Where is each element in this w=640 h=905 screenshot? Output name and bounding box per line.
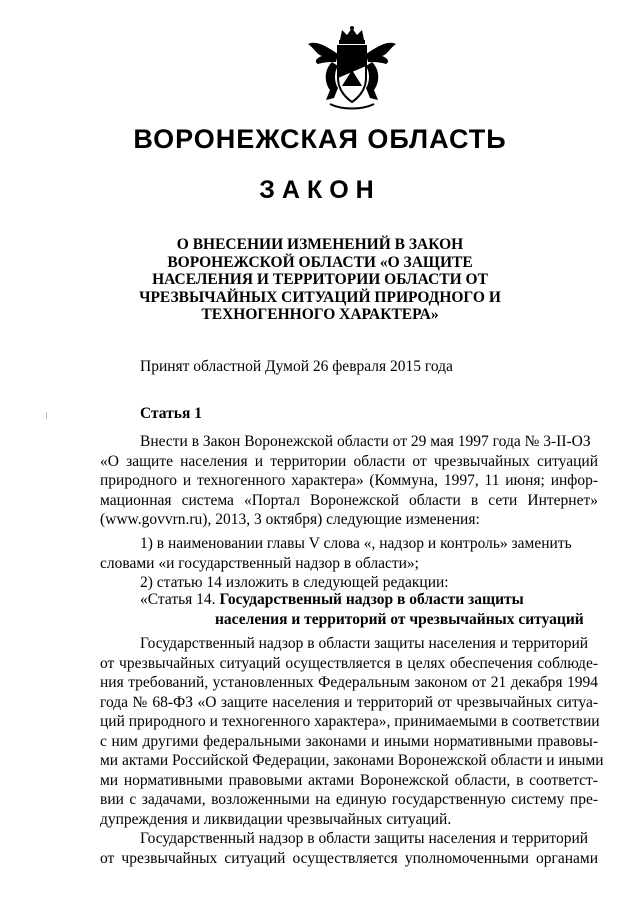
article-14-title: Государственный надзор в области защиты	[219, 591, 524, 608]
paragraph-line: от чрезвычайных ситуаций осуществляется уполномоченными органами	[100, 849, 598, 867]
article-1-intro	[100, 432, 598, 530]
paragraph-line: (www.govvrn.ru), 2013, 3 октября) следующие изменения:	[100, 511, 480, 528]
region-name: ВОРОНЕЖСКАЯ ОБЛАСТЬ	[133, 124, 507, 154]
paragraph-line: мационная система «Портал Воронежской области в сети Интернет»	[100, 491, 598, 509]
paragraph-line: с ним другими федеральными законами и иными нормативными правовы-	[100, 732, 598, 750]
paragraph-line: года № 68-ФЗ «О защите населения и территорий от чрезвычайных ситуа-	[100, 693, 598, 711]
paragraph-line: природного и техногенного характера» (Коммуна, 1997, 11 июня; инфор-	[100, 472, 598, 489]
adoption-note: Принят областной Думой 26 февраля 2015 года	[140, 358, 453, 375]
paragraph-line: Государственный надзор в области защиты населения и территорий	[140, 635, 589, 652]
title-line: НАСЕЛЕНИЯ И ТЕРРИТОРИИ ОБЛАСТИ ОТ	[152, 271, 488, 288]
paragraph-line: от чрезвычайных ситуаций осуществляется в целях обеспечения соблюде-	[100, 654, 598, 672]
paragraph-line: 1) в наименовании главы V слова «, надзор и контроль» заменить	[140, 535, 572, 552]
law-title	[0, 236, 640, 324]
paragraph-line: 2) статью 14 изложить в следующей редакции:	[140, 574, 449, 591]
paragraph-line: ми нормативными правовыми актами Воронежской области, в соответст-	[100, 771, 598, 789]
document-type: ЗАКОН	[259, 176, 381, 204]
paragraph-line: вии с задачами, возложенными на единую государственную систему пре-	[100, 791, 598, 808]
paragraph-line: ния требований, установленных Федеральным законом от 21 декабря 1994	[100, 674, 598, 691]
paragraph-line: дупреждения и ликвидации чрезвычайных ситуаций.	[100, 810, 452, 828]
article-14-heading	[100, 590, 598, 629]
paragraph-line: ций природного и техногенного характера», принимаемыми в соответствии	[100, 713, 600, 730]
title-line: О ВНЕСЕНИИ ИЗМЕНЕНИЙ В ЗАКОН	[176, 236, 464, 253]
article-14-body	[100, 634, 604, 868]
coat-of-arms-icon	[302, 26, 402, 110]
article-1-heading: Статья 1	[140, 405, 202, 422]
paragraph-line: ми актами Российской Федерации, законами Воронежской области и иными	[100, 752, 604, 769]
paragraph-line: «О защите населения и территории области от чрезвычайных ситуаций	[100, 452, 598, 470]
article-14-title-cont: населения и территорий от чрезвычайных ситуаций	[215, 610, 584, 628]
paragraph-line: Государственный надзор в области защиты населения и территорий	[140, 830, 589, 847]
title-line: ТЕХНОГЕННОГО ХАРАКТЕРА»	[201, 306, 439, 323]
paragraph-line: Внести в Закон Воронежской области от 29 мая 1997 года № 3-II-ОЗ	[140, 433, 591, 450]
margin-mark	[46, 412, 47, 419]
article-1-items	[100, 534, 598, 593]
article-14-prefix: «Статья 14.	[140, 591, 220, 608]
paragraph-line: словами «и государственный надзор в области»;	[100, 554, 419, 572]
title-line: ЧРЕЗВЫЧАЙНЫХ СИТУАЦИЙ ПРИРОДНОГО И	[139, 288, 501, 306]
title-line: ВОРОНЕЖСКОЙ ОБЛАСТИ «О ЗАЩИТЕ	[167, 253, 473, 271]
